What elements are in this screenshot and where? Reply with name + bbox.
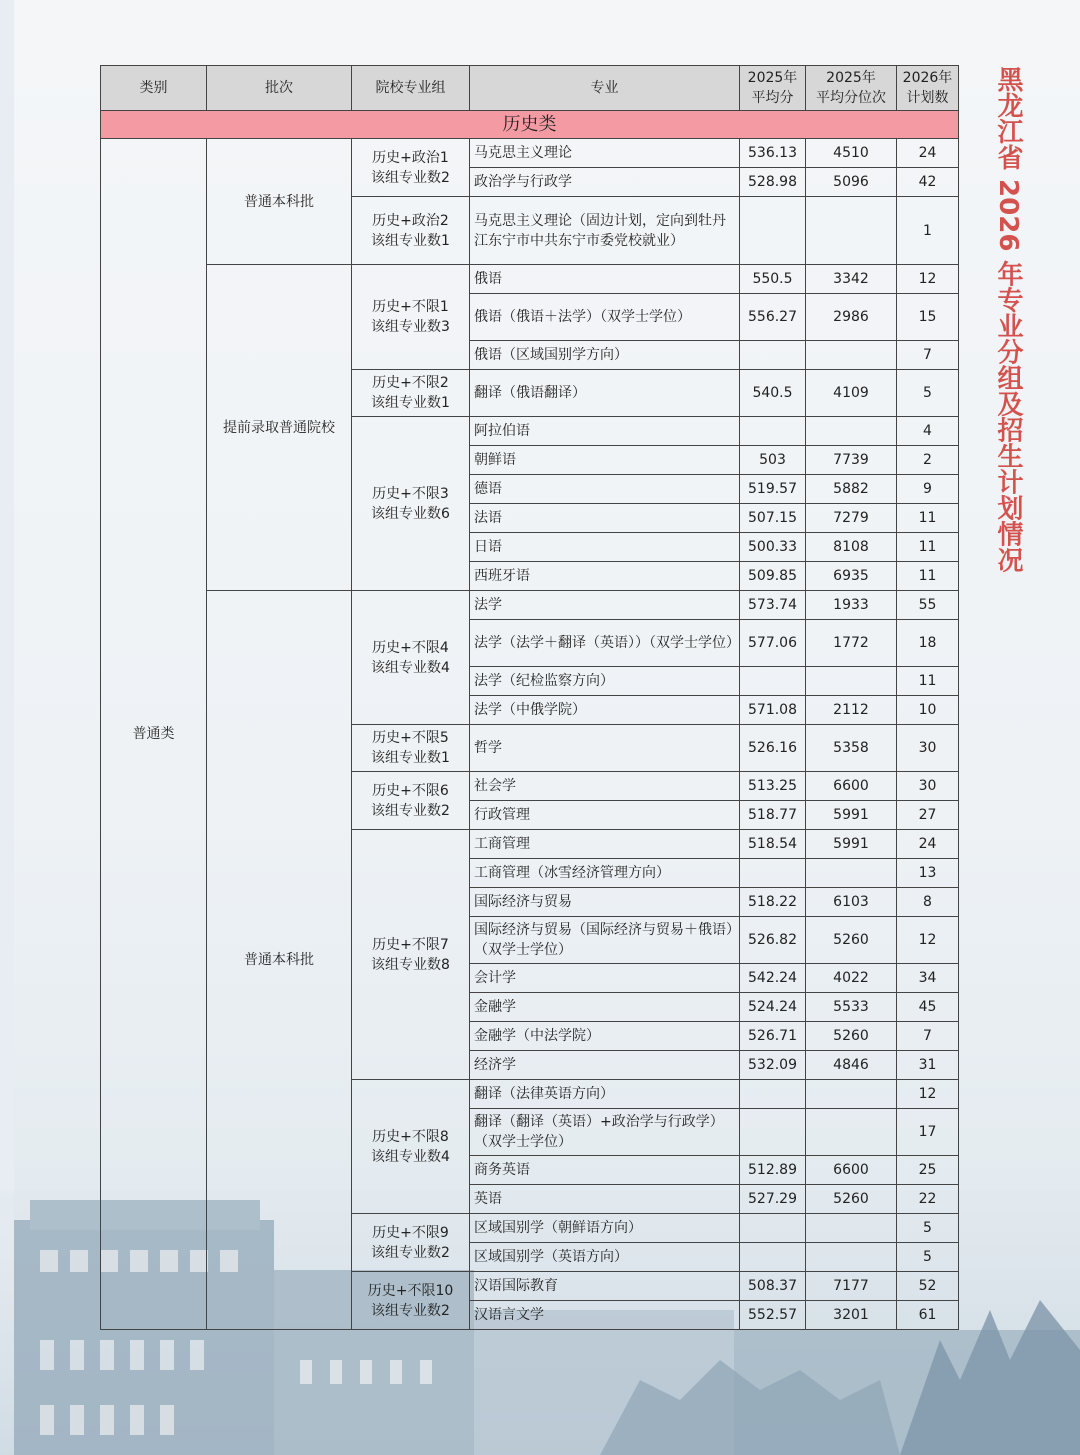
header-major: 专业 bbox=[470, 66, 740, 111]
table-row bbox=[101, 591, 959, 620]
rank-cell bbox=[806, 1080, 897, 1109]
rank-cell bbox=[806, 667, 897, 696]
major-cell: 俄语（俄语＋法学）（双学士学位） bbox=[470, 294, 740, 341]
major-cell: 行政管理 bbox=[470, 801, 740, 830]
plan-cell: 11 bbox=[897, 504, 959, 533]
group-cell: 历史+不限2 该组专业数1 bbox=[352, 370, 470, 417]
table-header-row bbox=[101, 66, 959, 111]
section-row bbox=[101, 111, 959, 139]
score-cell: 518.22 bbox=[740, 888, 806, 917]
major-cell: 汉语言文学 bbox=[470, 1301, 740, 1330]
plan-cell: 55 bbox=[897, 591, 959, 620]
rank-cell: 2112 bbox=[806, 696, 897, 725]
rank-cell: 3342 bbox=[806, 265, 897, 294]
rank-cell bbox=[806, 859, 897, 888]
score-cell: 509.85 bbox=[740, 562, 806, 591]
major-cell: 翻译（法律英语方向） bbox=[470, 1080, 740, 1109]
category-cell: 普通类 bbox=[101, 139, 207, 1330]
rank-cell: 5991 bbox=[806, 830, 897, 859]
header-group: 院校专业组 bbox=[352, 66, 470, 111]
rank-cell: 5882 bbox=[806, 475, 897, 504]
score-cell bbox=[740, 417, 806, 446]
section-title: 历史类 bbox=[101, 111, 959, 139]
plan-cell: 31 bbox=[897, 1051, 959, 1080]
plan-cell: 25 bbox=[897, 1156, 959, 1185]
rank-cell: 4846 bbox=[806, 1051, 897, 1080]
major-cell: 国际经济与贸易（国际经济与贸易＋俄语）（双学士学位） bbox=[470, 917, 740, 964]
rank-cell bbox=[806, 417, 897, 446]
plan-cell: 34 bbox=[897, 964, 959, 993]
plan-cell: 9 bbox=[897, 475, 959, 504]
major-cell: 区域国别学（英语方向） bbox=[470, 1243, 740, 1272]
score-cell: 526.71 bbox=[740, 1022, 806, 1051]
header-category: 类别 bbox=[101, 66, 207, 111]
plan-cell: 2 bbox=[897, 446, 959, 475]
plan-cell: 4 bbox=[897, 417, 959, 446]
major-cell: 法学（法学＋翻译（英语））（双学士学位） bbox=[470, 620, 740, 667]
score-cell: 573.74 bbox=[740, 591, 806, 620]
group-cell: 历史+不限5 该组专业数1 bbox=[352, 725, 470, 772]
rank-cell: 4109 bbox=[806, 370, 897, 417]
plan-cell: 61 bbox=[897, 1301, 959, 1330]
major-cell: 法学（中俄学院） bbox=[470, 696, 740, 725]
score-cell bbox=[740, 667, 806, 696]
major-cell: 哲学 bbox=[470, 725, 740, 772]
rank-cell: 6103 bbox=[806, 888, 897, 917]
score-cell: 518.54 bbox=[740, 830, 806, 859]
score-cell: 503 bbox=[740, 446, 806, 475]
plan-cell: 7 bbox=[897, 341, 959, 370]
rank-cell: 8108 bbox=[806, 533, 897, 562]
major-cell: 马克思主义理论（固边计划，定向到牡丹江东宁市中共东宁市委党校就业） bbox=[470, 197, 740, 265]
batch-cell: 普通本科批 bbox=[207, 139, 352, 265]
header-score-2025: 2025年 平均分 bbox=[740, 66, 806, 111]
major-cell: 经济学 bbox=[470, 1051, 740, 1080]
score-cell: 550.5 bbox=[740, 265, 806, 294]
plan-cell: 18 bbox=[897, 620, 959, 667]
table-row bbox=[101, 265, 959, 294]
major-cell: 汉语国际教育 bbox=[470, 1272, 740, 1301]
score-cell: 526.16 bbox=[740, 725, 806, 772]
rank-cell: 6600 bbox=[806, 1156, 897, 1185]
score-cell: 526.82 bbox=[740, 917, 806, 964]
score-cell: 512.89 bbox=[740, 1156, 806, 1185]
major-cell: 金融学 bbox=[470, 993, 740, 1022]
score-cell: 513.25 bbox=[740, 772, 806, 801]
plan-cell: 5 bbox=[897, 1243, 959, 1272]
group-cell: 历史+不限4 该组专业数4 bbox=[352, 591, 470, 725]
rank-cell: 5260 bbox=[806, 917, 897, 964]
score-cell bbox=[740, 197, 806, 265]
plan-cell: 45 bbox=[897, 993, 959, 1022]
plan-cell: 8 bbox=[897, 888, 959, 917]
rank-cell: 7739 bbox=[806, 446, 897, 475]
score-cell bbox=[740, 1109, 806, 1156]
major-cell: 英语 bbox=[470, 1185, 740, 1214]
header-rank-2025: 2025年 平均分位次 bbox=[806, 66, 897, 111]
group-cell: 历史+不限10 该组专业数2 bbox=[352, 1272, 470, 1330]
major-cell: 法学 bbox=[470, 591, 740, 620]
score-cell: 518.77 bbox=[740, 801, 806, 830]
major-cell: 法语 bbox=[470, 504, 740, 533]
score-cell: 507.15 bbox=[740, 504, 806, 533]
score-cell: 524.24 bbox=[740, 993, 806, 1022]
score-cell bbox=[740, 1214, 806, 1243]
score-cell: 540.5 bbox=[740, 370, 806, 417]
rank-cell: 5533 bbox=[806, 993, 897, 1022]
plan-cell: 5 bbox=[897, 370, 959, 417]
plan-cell: 11 bbox=[897, 562, 959, 591]
admission-plan-table bbox=[100, 65, 959, 1330]
table-row bbox=[101, 139, 959, 168]
score-cell: 528.98 bbox=[740, 168, 806, 197]
plan-cell: 12 bbox=[897, 265, 959, 294]
score-cell: 527.29 bbox=[740, 1185, 806, 1214]
group-cell: 历史+不限3 该组专业数6 bbox=[352, 417, 470, 591]
rank-cell: 5260 bbox=[806, 1022, 897, 1051]
major-cell: 朝鲜语 bbox=[470, 446, 740, 475]
score-cell bbox=[740, 341, 806, 370]
score-cell bbox=[740, 1080, 806, 1109]
major-cell: 会计学 bbox=[470, 964, 740, 993]
group-cell: 历史+不限8 该组专业数4 bbox=[352, 1080, 470, 1214]
plan-cell: 12 bbox=[897, 917, 959, 964]
plan-cell: 27 bbox=[897, 801, 959, 830]
group-cell: 历史+不限1 该组专业数3 bbox=[352, 265, 470, 370]
plan-cell: 22 bbox=[897, 1185, 959, 1214]
page-side-title: 黑龙江省 2026 年专业分组及招生计划情况 bbox=[993, 66, 1023, 573]
major-cell: 区域国别学（朝鲜语方向） bbox=[470, 1214, 740, 1243]
rank-cell bbox=[806, 1214, 897, 1243]
plan-cell: 30 bbox=[897, 725, 959, 772]
score-cell: 532.09 bbox=[740, 1051, 806, 1080]
plan-cell: 17 bbox=[897, 1109, 959, 1156]
major-cell: 翻译（翻译（英语）+政治学与行政学）（双学士学位） bbox=[470, 1109, 740, 1156]
score-cell bbox=[740, 859, 806, 888]
group-cell: 历史+不限6 该组专业数2 bbox=[352, 772, 470, 830]
score-cell: 577.06 bbox=[740, 620, 806, 667]
major-cell: 社会学 bbox=[470, 772, 740, 801]
rank-cell: 3201 bbox=[806, 1301, 897, 1330]
plan-cell: 12 bbox=[897, 1080, 959, 1109]
score-cell: 519.57 bbox=[740, 475, 806, 504]
plan-cell: 11 bbox=[897, 533, 959, 562]
plan-cell: 42 bbox=[897, 168, 959, 197]
group-cell: 历史+不限7 该组专业数8 bbox=[352, 830, 470, 1080]
major-cell: 阿拉伯语 bbox=[470, 417, 740, 446]
group-cell: 历史+政治2 该组专业数1 bbox=[352, 197, 470, 265]
plan-cell: 24 bbox=[897, 830, 959, 859]
score-cell: 556.27 bbox=[740, 294, 806, 341]
score-cell: 500.33 bbox=[740, 533, 806, 562]
rank-cell: 6600 bbox=[806, 772, 897, 801]
plan-cell: 30 bbox=[897, 772, 959, 801]
rank-cell: 1933 bbox=[806, 591, 897, 620]
rank-cell: 5096 bbox=[806, 168, 897, 197]
major-cell: 俄语（区域国别学方向） bbox=[470, 341, 740, 370]
plan-cell: 13 bbox=[897, 859, 959, 888]
plan-cell: 1 bbox=[897, 197, 959, 265]
rank-cell: 7177 bbox=[806, 1272, 897, 1301]
major-cell: 翻译（俄语翻译） bbox=[470, 370, 740, 417]
major-cell: 政治学与行政学 bbox=[470, 168, 740, 197]
plan-cell: 5 bbox=[897, 1214, 959, 1243]
rank-cell: 1772 bbox=[806, 620, 897, 667]
major-cell: 俄语 bbox=[470, 265, 740, 294]
major-cell: 金融学（中法学院） bbox=[470, 1022, 740, 1051]
score-cell: 508.37 bbox=[740, 1272, 806, 1301]
score-cell bbox=[740, 1243, 806, 1272]
score-cell: 552.57 bbox=[740, 1301, 806, 1330]
plan-cell: 52 bbox=[897, 1272, 959, 1301]
rank-cell: 4510 bbox=[806, 139, 897, 168]
major-cell: 西班牙语 bbox=[470, 562, 740, 591]
major-cell: 日语 bbox=[470, 533, 740, 562]
major-cell: 商务英语 bbox=[470, 1156, 740, 1185]
score-cell: 536.13 bbox=[740, 139, 806, 168]
major-cell: 国际经济与贸易 bbox=[470, 888, 740, 917]
plan-cell: 15 bbox=[897, 294, 959, 341]
major-cell: 法学（纪检监察方向） bbox=[470, 667, 740, 696]
score-cell: 542.24 bbox=[740, 964, 806, 993]
major-cell: 工商管理 bbox=[470, 830, 740, 859]
plan-cell: 10 bbox=[897, 696, 959, 725]
rank-cell bbox=[806, 1243, 897, 1272]
rank-cell: 6935 bbox=[806, 562, 897, 591]
batch-cell: 提前录取普通院校 bbox=[207, 265, 352, 591]
rank-cell: 4022 bbox=[806, 964, 897, 993]
group-cell: 历史+不限9 该组专业数2 bbox=[352, 1214, 470, 1272]
plan-cell: 7 bbox=[897, 1022, 959, 1051]
rank-cell: 7279 bbox=[806, 504, 897, 533]
rank-cell: 2986 bbox=[806, 294, 897, 341]
major-cell: 工商管理（冰雪经济管理方向） bbox=[470, 859, 740, 888]
major-cell: 马克思主义理论 bbox=[470, 139, 740, 168]
rank-cell bbox=[806, 1109, 897, 1156]
rank-cell: 5260 bbox=[806, 1185, 897, 1214]
major-cell: 德语 bbox=[470, 475, 740, 504]
score-cell: 571.08 bbox=[740, 696, 806, 725]
group-cell: 历史+政治1 该组专业数2 bbox=[352, 139, 470, 197]
batch-cell: 普通本科批 bbox=[207, 591, 352, 1330]
rank-cell: 5358 bbox=[806, 725, 897, 772]
plan-cell: 11 bbox=[897, 667, 959, 696]
rank-cell bbox=[806, 341, 897, 370]
rank-cell: 5991 bbox=[806, 801, 897, 830]
header-batch: 批次 bbox=[207, 66, 352, 111]
header-plan-2026: 2026年 计划数 bbox=[897, 66, 959, 111]
rank-cell bbox=[806, 197, 897, 265]
plan-cell: 24 bbox=[897, 139, 959, 168]
